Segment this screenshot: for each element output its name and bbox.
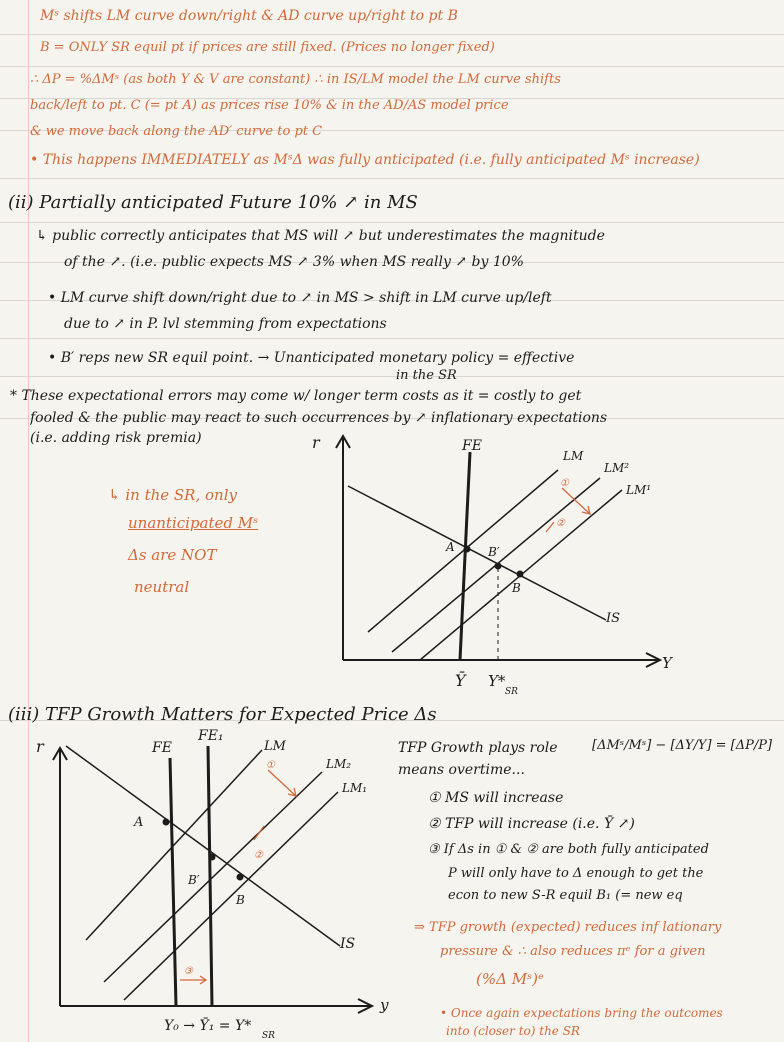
- g1-y-label: r: [312, 433, 320, 452]
- g2-fe0-line: [170, 758, 176, 1006]
- g2-x-label: y: [380, 996, 389, 1014]
- sr-note-2: unanticipated Mˢ: [128, 514, 259, 532]
- g1-pt-b-label: B: [512, 581, 521, 595]
- g2-fe1-label: FE₁: [198, 728, 224, 744]
- g2-point-b1: [209, 854, 216, 861]
- g1-ysr-sub: SR: [505, 687, 518, 697]
- ii-line-8: (i.e. adding risk premia): [30, 430, 202, 446]
- g2-step-3: ③: [184, 966, 193, 977]
- g1-fe-label: FE: [462, 438, 482, 454]
- ii-line-1: ↳ public correctly anticipates that MS will ↗ but underestimates the magnitude: [36, 228, 605, 244]
- iii-arrow-3: (%Δ Mˢ)ᵉ: [476, 970, 544, 988]
- iii-formula: [ΔMˢ/Mˢ] − [ΔȲ/Ȳ] = [ΔP/P]: [592, 738, 773, 753]
- iii-arrow-2: pressure & ∴ also reduces πᵉ for a given: [440, 944, 706, 959]
- g2-lm2-label: LM₂: [326, 757, 352, 771]
- top-line-3: ∴ ΔP = %ΔMˢ (as both Ȳ & V are constant) ∴ in IS/LM model the LM curve shifts: [30, 72, 561, 87]
- g2-y-label: r: [36, 737, 44, 756]
- g2-pt-b-label: B: [236, 893, 245, 907]
- g2-ysr-sub: SR: [262, 1031, 275, 1041]
- top-line-2: B = ONLY SR equil pt if prices are still fixed. (Prices no longer fixed): [40, 40, 495, 55]
- g2-lm1-curve: [124, 792, 338, 1000]
- iii-once-1: • Once again expectations bring the outcomes: [440, 1006, 723, 1020]
- top-line-6: • This happens IMMEDIATELY as MˢΔ was fully anticipated (i.e. fully anticipated Mˢ increase): [30, 152, 700, 168]
- ii-line-3: • LM curve shift down/right due to ↗ in MS > shift in LM curve up/left: [48, 290, 552, 306]
- g2-shift-arrow-1: [268, 770, 296, 796]
- sr-note-1: ↳ in the SR, only: [108, 486, 237, 504]
- g2-pt-b1-label: B′: [188, 873, 200, 887]
- g2-step-2: ②: [254, 850, 263, 861]
- g1-step-1: ①: [560, 478, 569, 489]
- g1-x-label: Y: [662, 654, 672, 672]
- g2-point-b: [237, 874, 244, 881]
- top-line-5: & we move back along the AD′ curve to pt C: [30, 124, 323, 139]
- sr-note-3: Δs are NOT: [128, 546, 217, 564]
- g2-step-1: ①: [266, 760, 275, 771]
- iii-once-2: into (closer to) the SR: [446, 1024, 580, 1038]
- g2-is-label: IS: [340, 936, 356, 952]
- g1-ybar-label: Ȳ: [455, 671, 466, 690]
- iii-line-2: means overtime...: [398, 762, 525, 778]
- section-iii-heading: (iii) TFP Growth Matters for Expected Price Δs: [8, 704, 437, 725]
- g1-lm1-label: LM¹: [626, 483, 652, 497]
- iii-line-1: TFP Growth plays role: [398, 740, 558, 756]
- iii-item-3b: P will only have to Δ enough to get the: [448, 866, 704, 881]
- top-line-4: back/left to pt. C (= pt A) as prices rise 10% & in the AD/AS model price: [30, 98, 509, 113]
- ii-line-4: due to ↗ in P. lvl stemming from expectations: [64, 316, 387, 332]
- sr-note-4: neutral: [134, 578, 190, 596]
- g2-pt-a-label: A: [134, 815, 144, 830]
- g2-y-axis-caption: Y₀ → Ȳ₁ = Y*: [164, 1018, 252, 1034]
- g2-lm-label: LM: [264, 739, 286, 754]
- ii-line-5b: in the SR: [396, 368, 457, 383]
- ii-line-6: * These expectational errors may come w/ longer term costs as it = costly to get: [10, 388, 582, 404]
- ii-line-5: • B′ reps new SR equil point. → Unanticipated monetary policy = effective: [48, 350, 575, 366]
- g1-ysr-label: Y*: [488, 672, 506, 690]
- top-line-1: Mˢ shifts LM curve down/right & AD curve up/right to pt B: [40, 8, 458, 24]
- iii-item-2: ② TFP will increase (i.e. Ȳ ↗): [428, 816, 635, 832]
- g1-pt-a-label: A: [446, 540, 455, 554]
- g1-is-label: IS: [606, 611, 621, 626]
- g2-lm1-label: LM₁: [342, 781, 368, 795]
- ii-line-7: fooled & the public may react to such occurrences by ↗ inflationary expectations: [30, 410, 608, 426]
- g1-step-2: ②: [556, 518, 565, 529]
- iii-item-3a: ③ If Δs in ① & ② are both fully anticipated: [428, 842, 709, 857]
- iii-arrow-1: ⇒ TFP growth (expected) reduces inf lationary: [414, 920, 722, 935]
- g2-fe1-line: [208, 746, 212, 1006]
- g1-lm-label: LM: [563, 449, 584, 463]
- g2-shift-arrow-2: [254, 826, 264, 840]
- g2-fe0-label: FE: [152, 740, 172, 756]
- g1-lm2-label: LM²: [604, 461, 630, 475]
- g1-pt-b1-label: B′: [488, 545, 500, 559]
- g2-is-curve: [66, 746, 340, 946]
- section-ii-heading: (ii) Partially anticipated Future 10% ↗ in MS: [8, 192, 418, 213]
- iii-item-1: ① MS will increase: [428, 790, 564, 806]
- ii-line-2: of the ↗. (i.e. public expects MS ↗ 3% when MS really ↗ by 10%: [64, 254, 524, 270]
- iii-item-3c: econ to new S-R equil B₁ (= new eq: [448, 888, 683, 903]
- g2-point-a: [163, 819, 170, 826]
